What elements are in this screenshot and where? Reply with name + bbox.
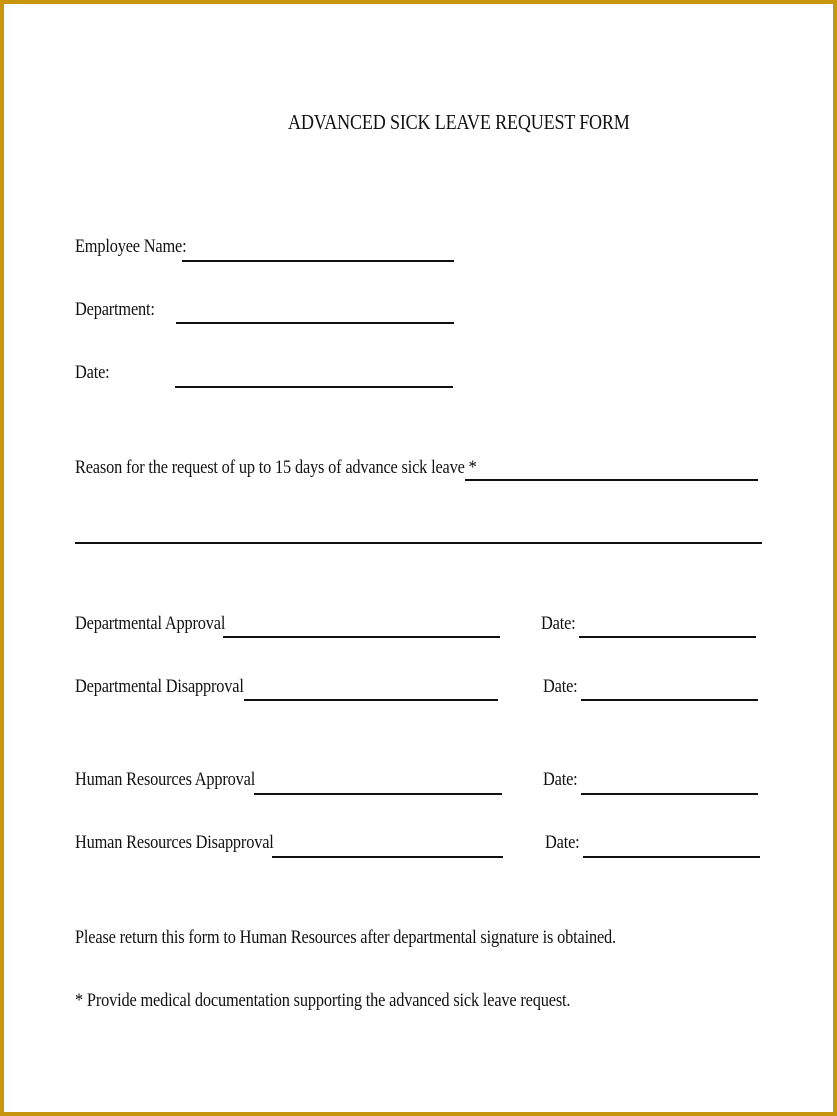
departmental-disapproval-date-field[interactable] bbox=[581, 699, 758, 701]
departmental-approval-signature-field[interactable] bbox=[223, 636, 500, 638]
departmental-disapproval-date-label: Date: bbox=[543, 676, 578, 697]
hr-approval-label: Human Resources Approval bbox=[75, 769, 256, 790]
hr-approval-date-label: Date: bbox=[543, 769, 578, 790]
departmental-approval-date-label: Date: bbox=[541, 613, 576, 634]
hr-disapproval-signature-field[interactable] bbox=[272, 856, 503, 858]
departmental-disapproval-label: Departmental Disapproval bbox=[75, 676, 244, 697]
hr-approval-signature-field[interactable] bbox=[254, 793, 502, 795]
footnote: * Provide medical documentation supporting the advanced sick leave request. bbox=[75, 990, 571, 1011]
date-label: Date: bbox=[75, 362, 110, 383]
departmental-disapproval-signature-field[interactable] bbox=[244, 699, 498, 701]
hr-disapproval-label: Human Resources Disapproval bbox=[75, 832, 274, 853]
employee-name-label: Employee Name: bbox=[75, 236, 187, 257]
hr-disapproval-date-field[interactable] bbox=[583, 856, 760, 858]
reason-field-continued[interactable] bbox=[75, 542, 762, 544]
hr-approval-date-field[interactable] bbox=[581, 793, 758, 795]
reason-field[interactable] bbox=[465, 479, 758, 481]
departmental-approval-label: Departmental Approval bbox=[75, 613, 226, 634]
departmental-approval-date-field[interactable] bbox=[579, 636, 756, 638]
department-field[interactable] bbox=[176, 322, 454, 324]
reason-label: Reason for the request of up to 15 days of advance sick leave * bbox=[75, 457, 477, 478]
date-field[interactable] bbox=[175, 386, 453, 388]
hr-disapproval-date-label: Date: bbox=[545, 832, 580, 853]
department-label: Department: bbox=[75, 299, 155, 320]
employee-name-field[interactable] bbox=[182, 260, 454, 262]
return-note: Please return this form to Human Resources after departmental signature is obtained. bbox=[75, 927, 616, 948]
form-title: ADVANCED SICK LEAVE REQUEST FORM bbox=[288, 110, 630, 134]
